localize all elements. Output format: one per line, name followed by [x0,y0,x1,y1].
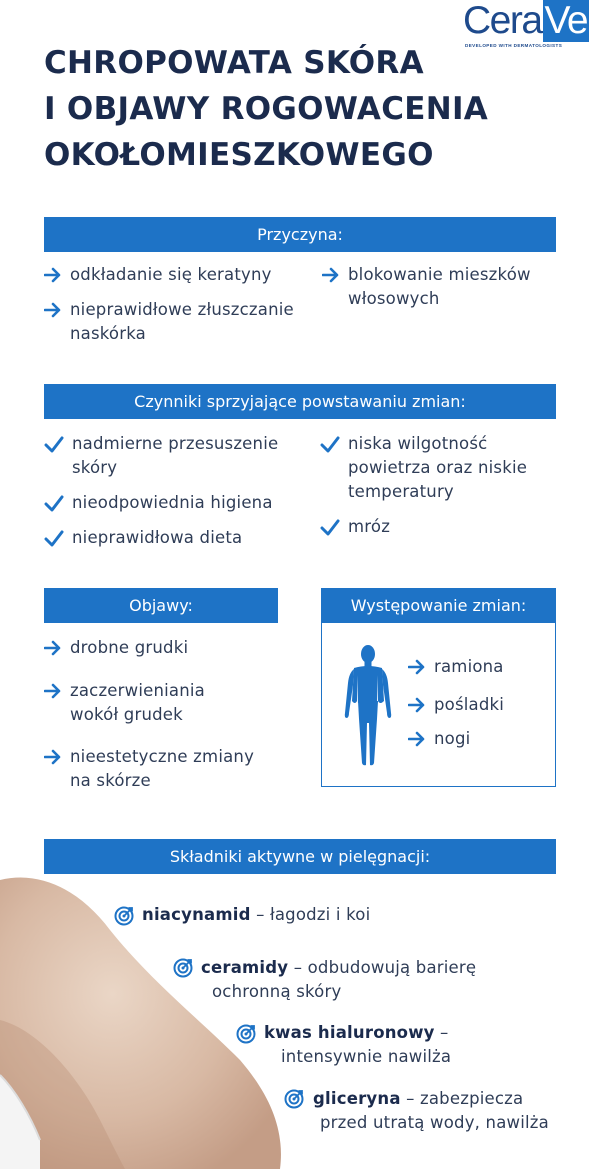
factor-item-text: powietrza oraz niskie [348,458,528,477]
symptoms-heading: Objawy: [44,588,278,623]
logo-tagline: DEVELOPED WITH DERMATOLOGISTS [465,43,563,48]
target-icon [114,906,134,926]
symptom-item-text: wokół grudek [70,705,183,724]
factors-heading: Czynniki sprzyjające powstawaniu zmian: [44,384,556,419]
symptom-item [44,745,254,793]
ingredient-name: niacynamid [142,905,251,924]
ingredients-heading: Składniki aktywne w pielęgnacji: [44,839,556,874]
factor-item-text: nieprawidłowa dieta [72,528,243,547]
cause-item [322,263,531,311]
symptom-item-text: zaczerwieniania [70,681,205,700]
occurrence-item-text: nogi [434,729,471,748]
occurrence-heading: Występowanie zmian: [321,588,556,623]
arrow-right-icon [44,745,62,769]
arrow-right-icon [408,693,426,717]
occurrence-item-text: ramiona [434,657,504,676]
checkmark-icon [44,432,64,456]
arrow-right-icon [408,727,426,751]
arrow-right-icon [408,655,426,679]
factor-item-text: temperatury [348,482,454,501]
logo-text-ve: Ve [544,0,588,42]
cause-item-text: naskórka [70,324,146,343]
factor-item [44,491,273,515]
occurrence-item [408,693,504,717]
factor-item-text: nadmierne przesuszenie [72,434,279,453]
factor-item [44,526,242,550]
cause-item-text: włosowych [348,289,440,308]
title-line-1: CHROPOWATA SKÓRA [44,45,424,81]
cause-heading: Przyczyna: [44,217,556,252]
ingredient-description: – łagodzi i koi [250,905,371,924]
symptom-item-text: na skórze [70,771,151,790]
target-icon [284,1089,304,1109]
ingredient-name: kwas hialuronowy [264,1023,435,1042]
cause-item [44,263,272,287]
cause-item [44,298,294,346]
ingredient-name: gliceryna [313,1089,401,1108]
symptom-item-text: nieestetyczne zmiany [70,747,255,766]
title-line-3: OKOŁOMIESZKOWEGO [44,137,434,173]
ingredient-item [313,1087,523,1111]
checkmark-icon [320,515,340,539]
cause-item-text: odkładanie się keratyny [70,265,272,284]
ingredient-name: ceramidy [201,958,289,977]
factor-item-text: niska wilgotność [348,434,488,453]
checkmark-icon [44,526,64,550]
ingredient-item [264,1021,449,1045]
occurrence-item-text: pośladki [434,695,505,714]
page-title [44,40,488,178]
cause-item-text: nieprawidłowe złuszczanie [70,300,294,319]
factor-item-text: mróz [348,517,391,536]
ingredient-description-line2: intensywnie nawilża [281,1047,452,1066]
factor-item [320,432,527,504]
target-icon [236,1024,256,1044]
logo-text-cera: Cera [463,0,542,42]
occurrence-item [408,655,504,679]
human-silhouette-icon [340,643,396,767]
factor-item [320,515,390,539]
factor-item [44,432,278,480]
checkmark-icon [44,491,64,515]
symptom-item-text: drobne grudki [70,638,189,657]
factor-item-text: skóry [72,458,118,477]
symptom-item [44,679,205,727]
ingredient-description: – odbudowują barierę [288,958,477,977]
ingredient-item [142,903,370,927]
ingredient-description-line2: ochronną skóry [212,982,342,1001]
factor-item-text: nieodpowiednia higiena [72,493,273,512]
arrow-right-icon [44,263,62,287]
ingredient-item [201,956,476,980]
target-icon [173,958,193,978]
arrow-right-icon [322,263,340,287]
title-line-2: I OBJAWY ROGOWACENIA [44,91,489,127]
checkmark-icon [320,432,340,456]
arrow-right-icon [44,298,62,322]
occurrence-item [408,727,470,751]
cause-item-text: blokowanie mieszków [348,265,531,284]
ingredient-description: – zabezpiecza [400,1089,524,1108]
arrow-right-icon [44,636,62,660]
symptom-item [44,636,188,660]
arrow-right-icon [44,679,62,703]
ingredient-description: – [434,1023,449,1042]
ingredient-description-line2: przed utratą wody, nawilża [320,1113,549,1132]
